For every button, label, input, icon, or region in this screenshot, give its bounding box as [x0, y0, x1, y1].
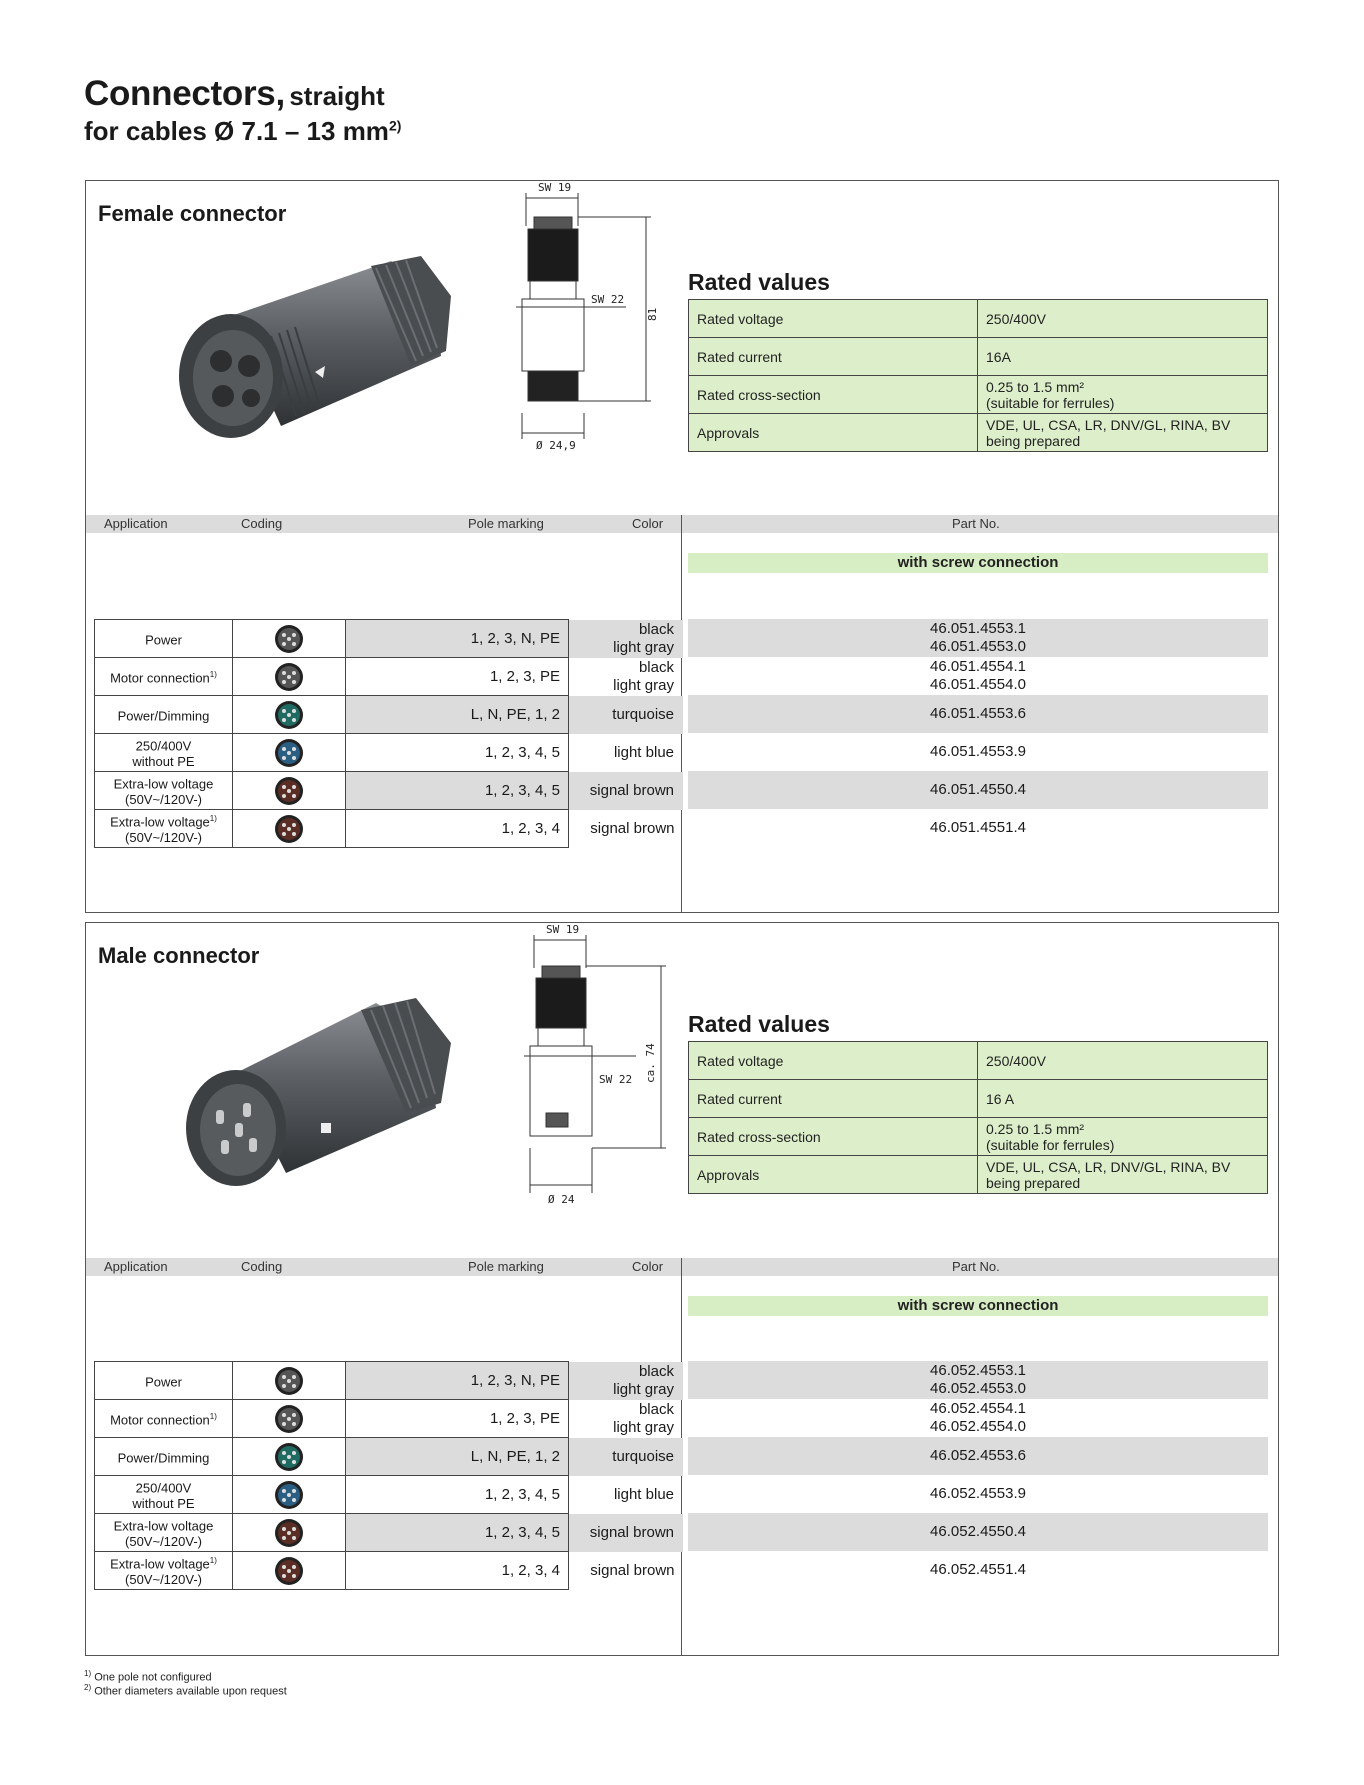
application-table: [94, 619, 683, 848]
table-row: [95, 1514, 683, 1552]
color-cell: turquoise: [569, 696, 683, 734]
part-number-list: [688, 1361, 1268, 1589]
male-connector-section: [85, 922, 1279, 1656]
screw-connection-label: with screw connection: [688, 1296, 1268, 1316]
application-table: [94, 1361, 683, 1590]
coding-pin-icon: [274, 1480, 304, 1510]
application-cell: Power/Dimming: [95, 696, 233, 734]
rated-values-title: Rated values: [688, 269, 830, 295]
pole-marking-cell: L, N, PE, 1, 2: [346, 1438, 569, 1476]
color-cell: signal brown: [590, 819, 675, 837]
part-number-row: 46.052.4551.4: [930, 1561, 1026, 1578]
coding-cell: [233, 1514, 346, 1552]
coding-pin-icon: [274, 700, 304, 730]
male-dimension-drawing: [486, 923, 686, 1213]
coding-pin-icon: [274, 738, 304, 768]
coding-cell: [233, 810, 346, 848]
coding-pin-icon: [274, 662, 304, 692]
table-row: [95, 1552, 683, 1590]
coding-pin-icon: [274, 1404, 304, 1434]
table-row: [95, 1476, 683, 1514]
table-header: Application Coding Pole marking Color Part No.: [86, 515, 1278, 533]
coding-cell: [233, 658, 346, 696]
color-cell: black light gray: [569, 1362, 683, 1400]
part-number-row: 46.052.4553.1 46.052.4553.0: [688, 1361, 1268, 1399]
color-cell: light blue: [613, 743, 674, 761]
part-number-row: 46.051.4553.9: [930, 743, 1026, 760]
coding-cell: [233, 734, 346, 772]
section-title: Female connector: [98, 201, 287, 226]
color-cell: signal brown: [569, 1514, 683, 1552]
pole-marking-cell: 1, 2, 3, N, PE: [346, 1362, 569, 1400]
coding-pin-icon: [274, 814, 304, 844]
table-row: [95, 772, 683, 810]
part-number-row: 46.052.4553.6: [688, 1437, 1268, 1475]
female-dimension-drawing: [486, 181, 686, 461]
coding-pin-icon: [274, 776, 304, 806]
part-number-row: 46.052.4554.1 46.052.4554.0: [930, 1400, 1026, 1435]
application-cell: Extra-low voltage$^{1)}$ (50V~/120V-): [95, 810, 233, 848]
part-number-list: [688, 619, 1268, 847]
pole-marking-cell: 1, 2, 3, PE: [346, 658, 569, 696]
color-cell: signal brown: [569, 772, 683, 810]
female-connector-photo: [161, 256, 461, 456]
dim-sw-top: SW 19: [538, 181, 572, 194]
coding-cell: [233, 1476, 346, 1514]
table-row: [95, 810, 683, 848]
dim-sw-top: SW 19: [546, 923, 580, 936]
coding-pin-icon: [274, 624, 304, 654]
dim-sw-mid: SW 22: [591, 293, 625, 306]
dim-diameter: Ø 24: [548, 1193, 575, 1206]
footnote-1: $^{1)}$ One pole not configured: [84, 1669, 212, 1684]
coding-cell: [233, 1400, 346, 1438]
pole-marking-cell: 1, 2, 3, PE: [346, 1400, 569, 1438]
application-cell: Motor connection$^{1)}$: [95, 1400, 233, 1438]
page-title: Connectors, straight for cables Ø 7.1 – 13 $mm^{2)}$: [84, 74, 402, 146]
pole-marking-cell: 1, 2, 3, 4, 5: [346, 734, 569, 772]
application-cell: Power: [95, 1362, 233, 1400]
dim-sw-mid: SW 22: [599, 1073, 633, 1086]
coding-cell: [233, 772, 346, 810]
pole-marking-cell: L, N, PE, 1, 2: [346, 696, 569, 734]
table-row: [95, 734, 683, 772]
part-number-row: 46.051.4553.6: [688, 695, 1268, 733]
table-row: [95, 658, 683, 696]
table-row: [95, 1400, 683, 1438]
color-cell: black light gray: [613, 1400, 674, 1436]
female-connector-section: [85, 180, 1279, 913]
pole-marking-cell: 1, 2, 3, N, PE: [346, 620, 569, 658]
pole-marking-cell: 1, 2, 3, 4, 5: [346, 1514, 569, 1552]
color-cell: turquoise: [569, 1438, 683, 1476]
application-cell: Extra-low voltage (50V~/120V-): [95, 1514, 233, 1552]
dim-length: 81: [646, 307, 659, 321]
application-cell: Extra-low voltage$^{1)}$ (50V~/120V-): [95, 1552, 233, 1590]
table-row: [95, 1362, 683, 1400]
pole-marking-cell: 1, 2, 3, 4, 5: [346, 772, 569, 810]
table-row: [95, 1438, 683, 1476]
color-cell: signal brown: [590, 1561, 675, 1579]
part-number-row: 46.051.4553.1 46.051.4553.0: [688, 619, 1268, 657]
coding-cell: [233, 1438, 346, 1476]
coding-cell: [233, 1362, 346, 1400]
color-cell: light blue: [613, 1485, 674, 1503]
application-cell: Motor connection$^{1)}$: [95, 658, 233, 696]
color-cell: black light gray: [569, 620, 683, 658]
application-cell: Extra-low voltage (50V~/120V-): [95, 772, 233, 810]
table-row: [95, 696, 683, 734]
coding-cell: [233, 696, 346, 734]
pole-marking-cell: 1, 2, 3, 4: [346, 1552, 569, 1590]
male-connector-photo: [161, 998, 461, 1198]
pole-marking-cell: 1, 2, 3, 4: [346, 810, 569, 848]
part-number-row: 46.052.4553.9: [930, 1485, 1026, 1502]
coding-cell: [233, 1552, 346, 1590]
dim-diameter: Ø 24,9: [536, 439, 576, 452]
section-title: Male connector: [98, 943, 260, 968]
part-number-row: 46.051.4550.4: [688, 771, 1268, 809]
table-row: [95, 620, 683, 658]
screw-connection-label: with screw connection: [688, 553, 1268, 573]
rated-values-title: Rated values: [688, 1011, 830, 1037]
application-cell: 250/400V without PE: [95, 1476, 233, 1514]
part-number-row: 46.051.4551.4: [930, 819, 1026, 836]
coding-pin-icon: [274, 1366, 304, 1396]
pole-marking-cell: 1, 2, 3, 4, 5: [346, 1476, 569, 1514]
application-cell: 250/400V without PE: [95, 734, 233, 772]
coding-cell: [233, 620, 346, 658]
footnote-2: $^{2)}$ Other diameters available upon request: [84, 1683, 287, 1698]
coding-pin-icon: [274, 1556, 304, 1586]
color-cell: black light gray: [613, 658, 674, 694]
coding-pin-icon: [274, 1442, 304, 1472]
coding-pin-icon: [274, 1518, 304, 1548]
table-header: Application Coding Pole marking Color Part No.: [86, 1258, 1278, 1276]
application-cell: Power: [95, 620, 233, 658]
part-number-row: 46.052.4550.4: [688, 1513, 1268, 1551]
dim-length: ca. 74: [644, 1043, 657, 1083]
application-cell: Power/Dimming: [95, 1438, 233, 1476]
part-number-row: 46.051.4554.1 46.051.4554.0: [930, 658, 1026, 693]
rated-values-table: Rated voltage 250/400V Rated current 16 A Rated cross-section 0.25 to 1.5 mm² (suitable for ferrules) Approvals VDE, UL, CSA, LR, DNV/GL, RINA, BV being prepared: [688, 1041, 1268, 1194]
rated-values-table: Rated voltage 250/400V Rated current 16A Rated cross-section 0.25 to 1.5 mm² (suitable for ferrules) Approvals VDE, UL, CSA, LR, DNV/GL, RINA, BV being prepared: [688, 299, 1268, 452]
